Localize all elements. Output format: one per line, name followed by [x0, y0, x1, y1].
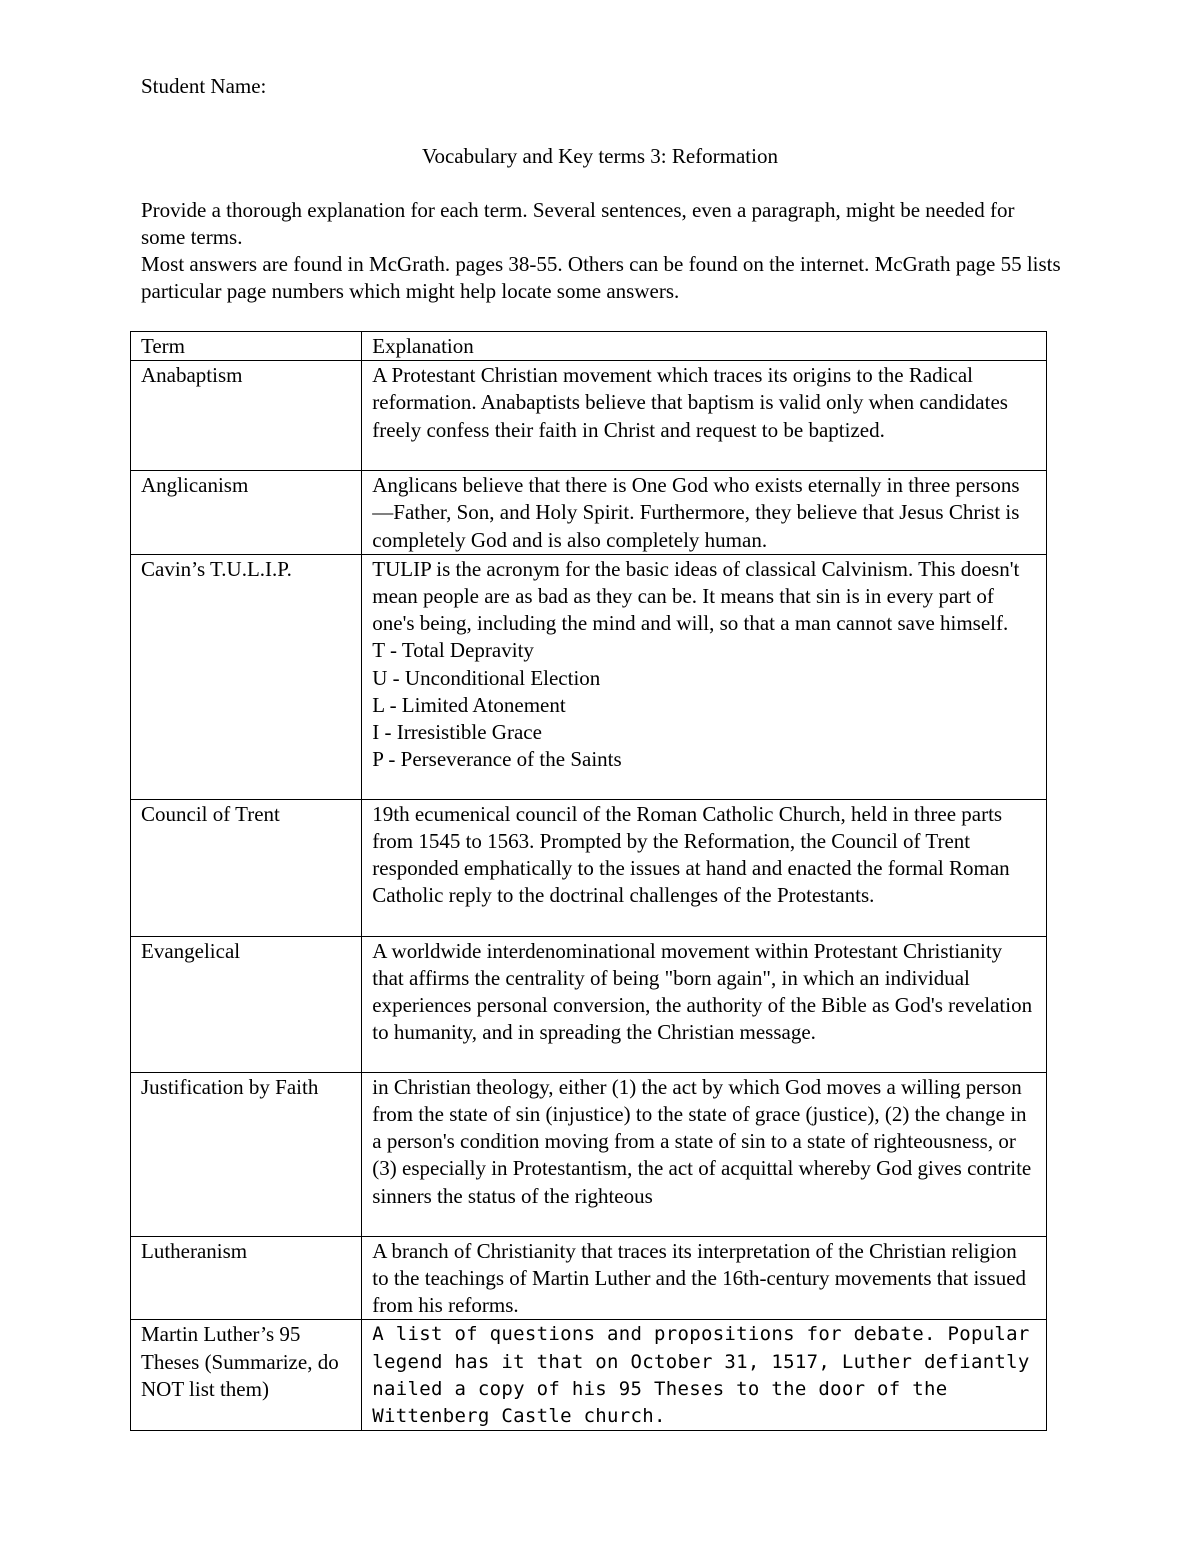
term-cell: Anglicanism [131, 471, 362, 555]
explanation-cell: 19th ecumenical council of the Roman Catholic Church, held in three parts from 1545 to 1563. Prompted by the Reformation, the Council of Trent responded emphatically to the issues at hand and enacted the formal Roman Catholic reply to the doctrinal challenges of the Protestants. [362, 799, 1047, 936]
table-header-row [131, 332, 1047, 361]
list-item: U - Unconditional Election [372, 665, 601, 690]
list-item: T - Total Depravity [372, 638, 534, 663]
explanation-cell: A Protestant Christian movement which traces its origins to the Radical reformation. Anabaptists believe that baptism is valid only when candidates freely confess their faith in Christ and request to be baptized. [362, 361, 1047, 471]
list-item: P - Perseverance of the Saints [372, 747, 622, 772]
explanation-text: TULIP is the acronym for the basic ideas of classical Calvinism. This doesn't mean people are as bad as they can be. It means that sin is in every part of one's being, including the mind and will, so that a man cannot save himself. [372, 556, 1020, 636]
instructions-paragraph: Provide a thorough explanation for each term. Several sentences, even a paragraph, might be needed for some terms. [141, 198, 1015, 249]
term-cell: Martin Luther’s 95 Theses (Summarize, do NOT list them) [131, 1320, 362, 1431]
table-row [131, 799, 1047, 936]
table-row [131, 1072, 1047, 1236]
term-cell: Justification by Faith [131, 1072, 362, 1236]
explanation-cell: A branch of Christianity that traces its interpretation of the Christian religion to the teachings of Martin Luther and the 16th-century movements that issued from his reforms. [362, 1236, 1047, 1320]
explanation-cell: in Christian theology, either (1) the act by which God moves a willing person from the state of sin (injustice) to the state of grace (justice), (2) the change in a person's condition moving from a state of sin to a state of righteousness, or (3) especially in Protestantism, the act of acquittal whereby God gives contrite sinners the status of the righteous [362, 1072, 1047, 1236]
list-item: L - Limited Atonement [372, 692, 566, 717]
table-row [131, 1236, 1047, 1320]
table-row [131, 471, 1047, 555]
explanation-cell: A list of questions and propositions for debate. Popular legend has it that on October 31, 1517, Luther defiantly nailed a copy of his 95 Theses to the door of the Wittenberg Castle church. [362, 1320, 1047, 1431]
explanation-cell [362, 554, 1047, 799]
instructions [141, 197, 1061, 305]
list-item: I - Irresistible Grace [372, 720, 542, 745]
term-cell: Anabaptism [131, 361, 362, 471]
terms-table [130, 331, 1047, 1431]
instructions-paragraph: Most answers are found in McGrath. pages 38-55. Others can be found on the internet. McGrath page 55 lists particular page numbers which might help locate some answers. [141, 252, 1061, 303]
table-row [131, 936, 1047, 1072]
student-name-label: Student Name: [141, 74, 267, 98]
term-cell: Cavin’s T.U.L.I.P. [131, 554, 362, 799]
table-row [131, 1320, 1047, 1431]
table-row [131, 361, 1047, 471]
document-title: Vocabulary and Key terms 3: Reformation [422, 144, 778, 168]
column-header-term: Term [131, 332, 362, 361]
column-header-explanation: Explanation [362, 332, 1047, 361]
term-cell: Evangelical [131, 936, 362, 1072]
term-cell: Lutheranism [131, 1236, 362, 1320]
explanation-cell: Anglicans believe that there is One God who exists eternally in three persons—Father, Son, and Holy Spirit. Furthermore, they believe that Jesus Christ is completely God and is also completely human. [362, 471, 1047, 555]
term-cell: Council of Trent [131, 799, 362, 936]
table-row [131, 554, 1047, 799]
explanation-cell: A worldwide interdenominational movement within Protestant Christianity that affirms the centrality of being "born again", in which an individual experiences personal conversion, the authority of the Bible as God's revelation to humanity, and in spreading the Christian message. [362, 936, 1047, 1072]
